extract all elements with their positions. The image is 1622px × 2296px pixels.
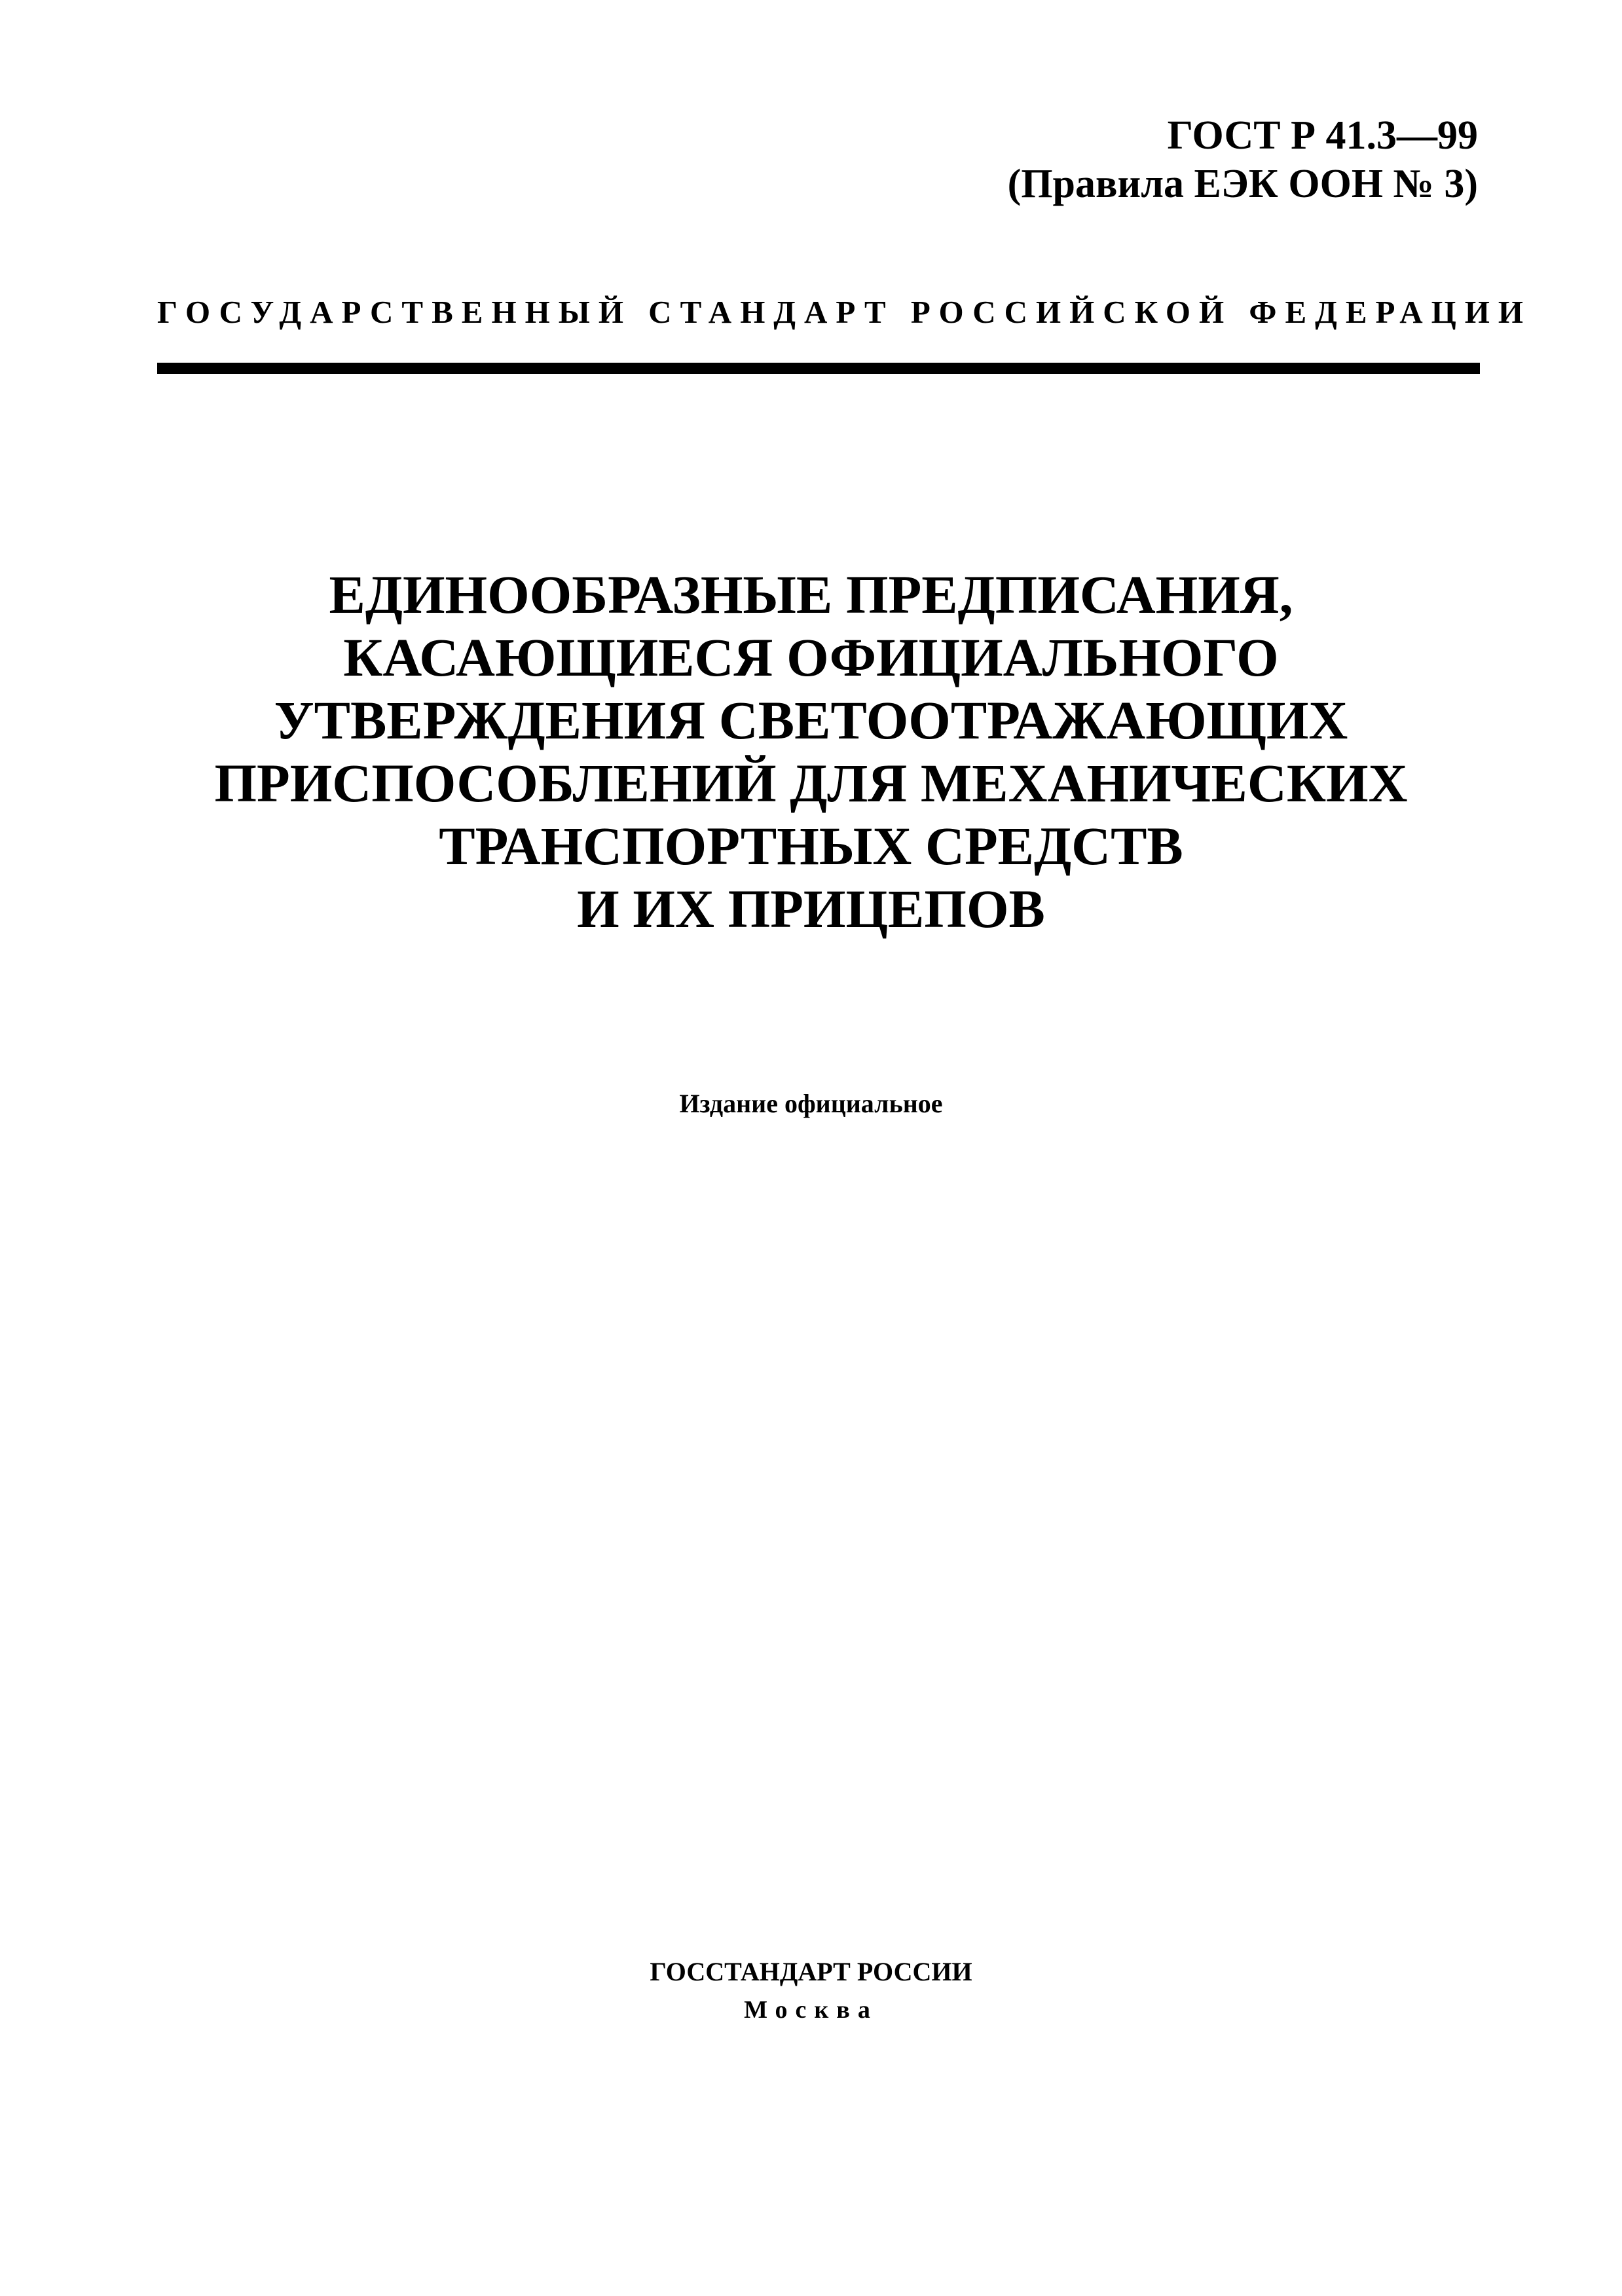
header-rule: [157, 363, 1480, 374]
title-line: ТРАНСПОРТНЫХ СРЕДСТВ: [439, 816, 1183, 876]
title-line: УТВЕРЖДЕНИЯ СВЕТООТРАЖАЮЩИХ: [274, 690, 1348, 750]
title-line: ЕДИНООБРАЗНЫЕ ПРЕДПИСАНИЯ,: [329, 564, 1293, 625]
publisher-name: ГОССТАНДАРТ РОССИИ: [650, 1957, 972, 1986]
edition-label: Издание официальное: [679, 1089, 943, 1118]
ece-regulation-number: (Правила ЕЭК ООН № 3): [1007, 162, 1478, 207]
title-line: И ИХ ПРИЦЕПОВ: [577, 879, 1045, 939]
title-line: КАСАЮЩИЕСЯ ОФИЦИАЛЬНОГО: [343, 627, 1279, 687]
state-standard-heading: ГОСУДАРСТВЕННЫЙ СТАНДАРТ РОССИЙСКОЙ ФЕДЕРАЦИИ: [157, 294, 1532, 330]
publisher-city: Москва: [744, 1996, 878, 2024]
document-title: [131, 563, 1491, 940]
title-line: ПРИСПОСОБЛЕНИЙ ДЛЯ МЕХАНИЧЕСКИХ: [214, 753, 1408, 813]
standard-number: ГОСТ Р 41.3—99: [1167, 113, 1478, 158]
standard-designation: [1008, 111, 1478, 209]
